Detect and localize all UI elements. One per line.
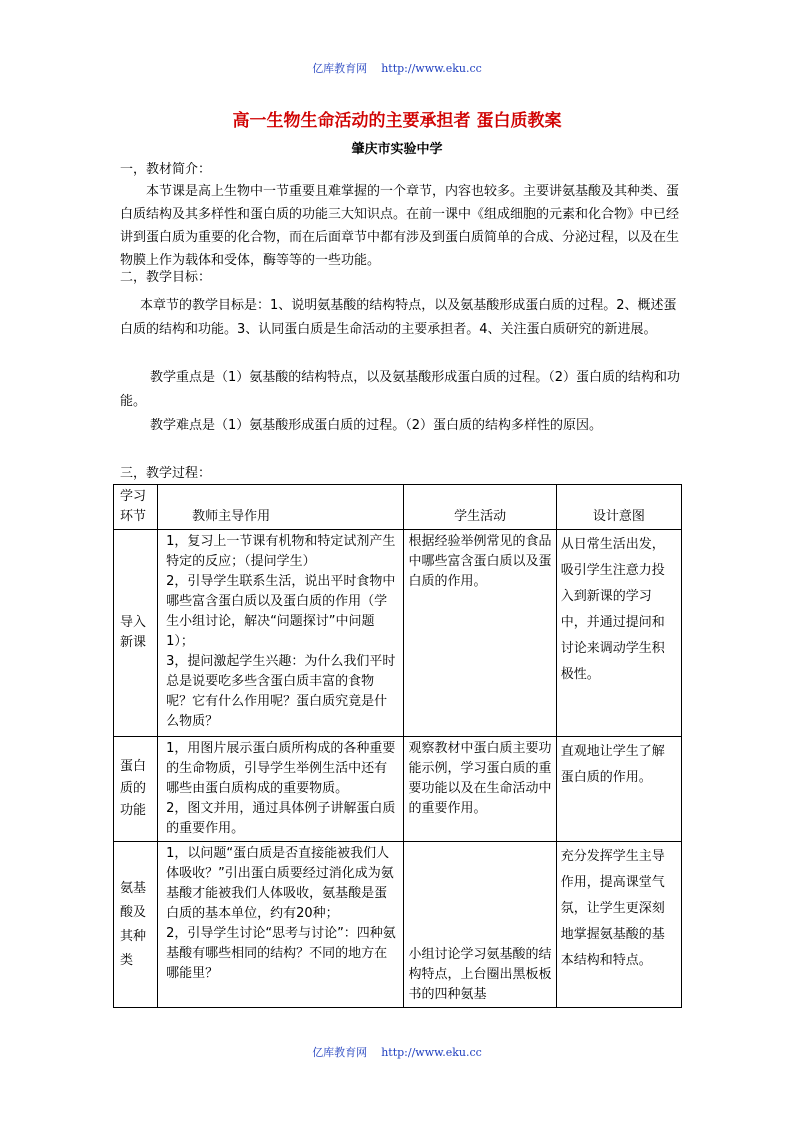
section-1-body: 本节课是高上生物中一节重要且难掌握的一个章节，内容也较多。主要讲氨基酸及其种类、蛋白质结构及其多样性和蛋白质的功能三大知识点。在前一课中《组成细胞的元素和化合物》中已经讲到蛋白质为重要的化合物，而在后面章节中都有涉及到蛋白质简单的合成、分泌过程，以及在生物膜上作为载体和受体，酶等等的一些功能。: [120, 184, 680, 268]
page-footer: [0, 1044, 794, 1060]
teaching-process-table: [113, 484, 682, 1008]
table-cell-stage: 蛋白质的功能: [114, 737, 158, 842]
document-title: 高一生物生命活动的主要承担者 蛋白质教案: [232, 111, 562, 131]
table-cell-intent: 从日常生活出发，吸引学生注意力投入到新课的学习中，并通过提问和讨论来调动学生积极性。: [556, 530, 681, 737]
table-cell-intent: 充分发挥学生主导作用，提高课堂气氛，让学生更深刻地掌握氨基酸的基本结构和特点。: [556, 842, 681, 1008]
section-2-heading: 二，教学目标：: [120, 270, 212, 285]
teacher-item: 2，引导学生联系生活，说出平时食物中哪些富含蛋白质以及蛋白质的作用（学生小组讨论，解决“问题探讨”中问题1）；: [166, 574, 396, 649]
table-cell-stage: 导入新课: [114, 530, 158, 737]
table-cell-student: 观察教材中蛋白质主要功能示例，学习蛋白质的重要功能以及在生命活动中的重要作用。: [404, 737, 556, 842]
table-cell-student: 小组讨论学习氨基酸的结构特点，上台圈出黑板板书的四种氨基: [404, 842, 556, 1008]
table-cell-teacher: [158, 530, 404, 737]
table-row: [114, 842, 682, 1008]
table-header-cell: 学习环节: [114, 485, 158, 530]
table-row: [114, 530, 682, 737]
table-cell-student: 根据经验举例常见的食品中哪些富含蛋白质以及蛋白质的作用。: [404, 530, 556, 737]
table-row: [114, 737, 682, 842]
teacher-item: 2，引导学生讨论“思考与讨论”：四种氨基酸有哪些相同的结构？不同的地方在哪能里？: [166, 926, 396, 981]
footer-brand: 亿库教育网: [312, 1046, 368, 1059]
page-header: [0, 60, 794, 76]
table-cell-teacher: [158, 842, 404, 1008]
section-1-heading: 一，教材简介：: [120, 162, 212, 177]
section-3-heading: 三，教学过程：: [120, 466, 212, 481]
section-2-goals: 本章节的教学目标是：1、说明氨基酸的结构特点，以及氨基酸形成蛋白质的过程。2、概述蛋白质的结构和功能。3、认同蛋白质是生命活动的主要承担者。4、关注蛋白质研究的新进展。: [120, 298, 677, 337]
teacher-item: 1，复习上一节课有机物和特定试剂产生特定的反应；（提问学生）: [166, 534, 396, 569]
section-2-key-points: 教学重点是（1）氨基酸的结构特点，以及氨基酸形成蛋白质的过程。（2）蛋白质的结构和功能。: [120, 370, 681, 409]
section-2-difficult-points: 教学难点是（1）氨基酸形成蛋白质的过程。（2）蛋白质的结构多样性的原因。: [150, 418, 603, 433]
header-url[interactable]: http://www.eku.cc: [381, 62, 482, 75]
table-cell-intent: 直观地让学生了解蛋白质的作用。: [556, 737, 681, 842]
teacher-item: 1，以问题“蛋白质是否直接能被我们人体吸收？”引出蛋白质要经过消化成为氨基酸才能被我们人体吸收，氨基酸是蛋白质的基本单位，约有20种；: [166, 846, 394, 921]
table-header-cell: 学生活动: [404, 485, 556, 530]
teacher-item: 2，图文并用，通过具体例子讲解蛋白质的重要作用。: [166, 801, 396, 836]
table-header-cell: 设计意图: [556, 485, 681, 530]
footer-url[interactable]: http://www.eku.cc: [381, 1046, 482, 1059]
table-header-row: [114, 485, 682, 530]
header-brand: 亿库教育网: [312, 62, 368, 75]
document-school: 肇庆市实验中学: [351, 142, 443, 157]
teacher-item: 3，提问激起学生兴趣：为什么我们平时总是说要吃多些含蛋白质丰富的食物呢？它有什么作用呢？蛋白质究竟是什么物质？: [166, 654, 396, 729]
table-header-cell: 教师主导作用: [158, 485, 404, 530]
table-cell-stage: 氨基酸及其种类: [114, 842, 158, 1008]
teacher-item: 1，用图片展示蛋白质所构成的各种重要的生命物质，引导学生举例生活中还有哪些由蛋白质构成的重要物质。: [166, 741, 396, 796]
table-cell-teacher: [158, 737, 404, 842]
